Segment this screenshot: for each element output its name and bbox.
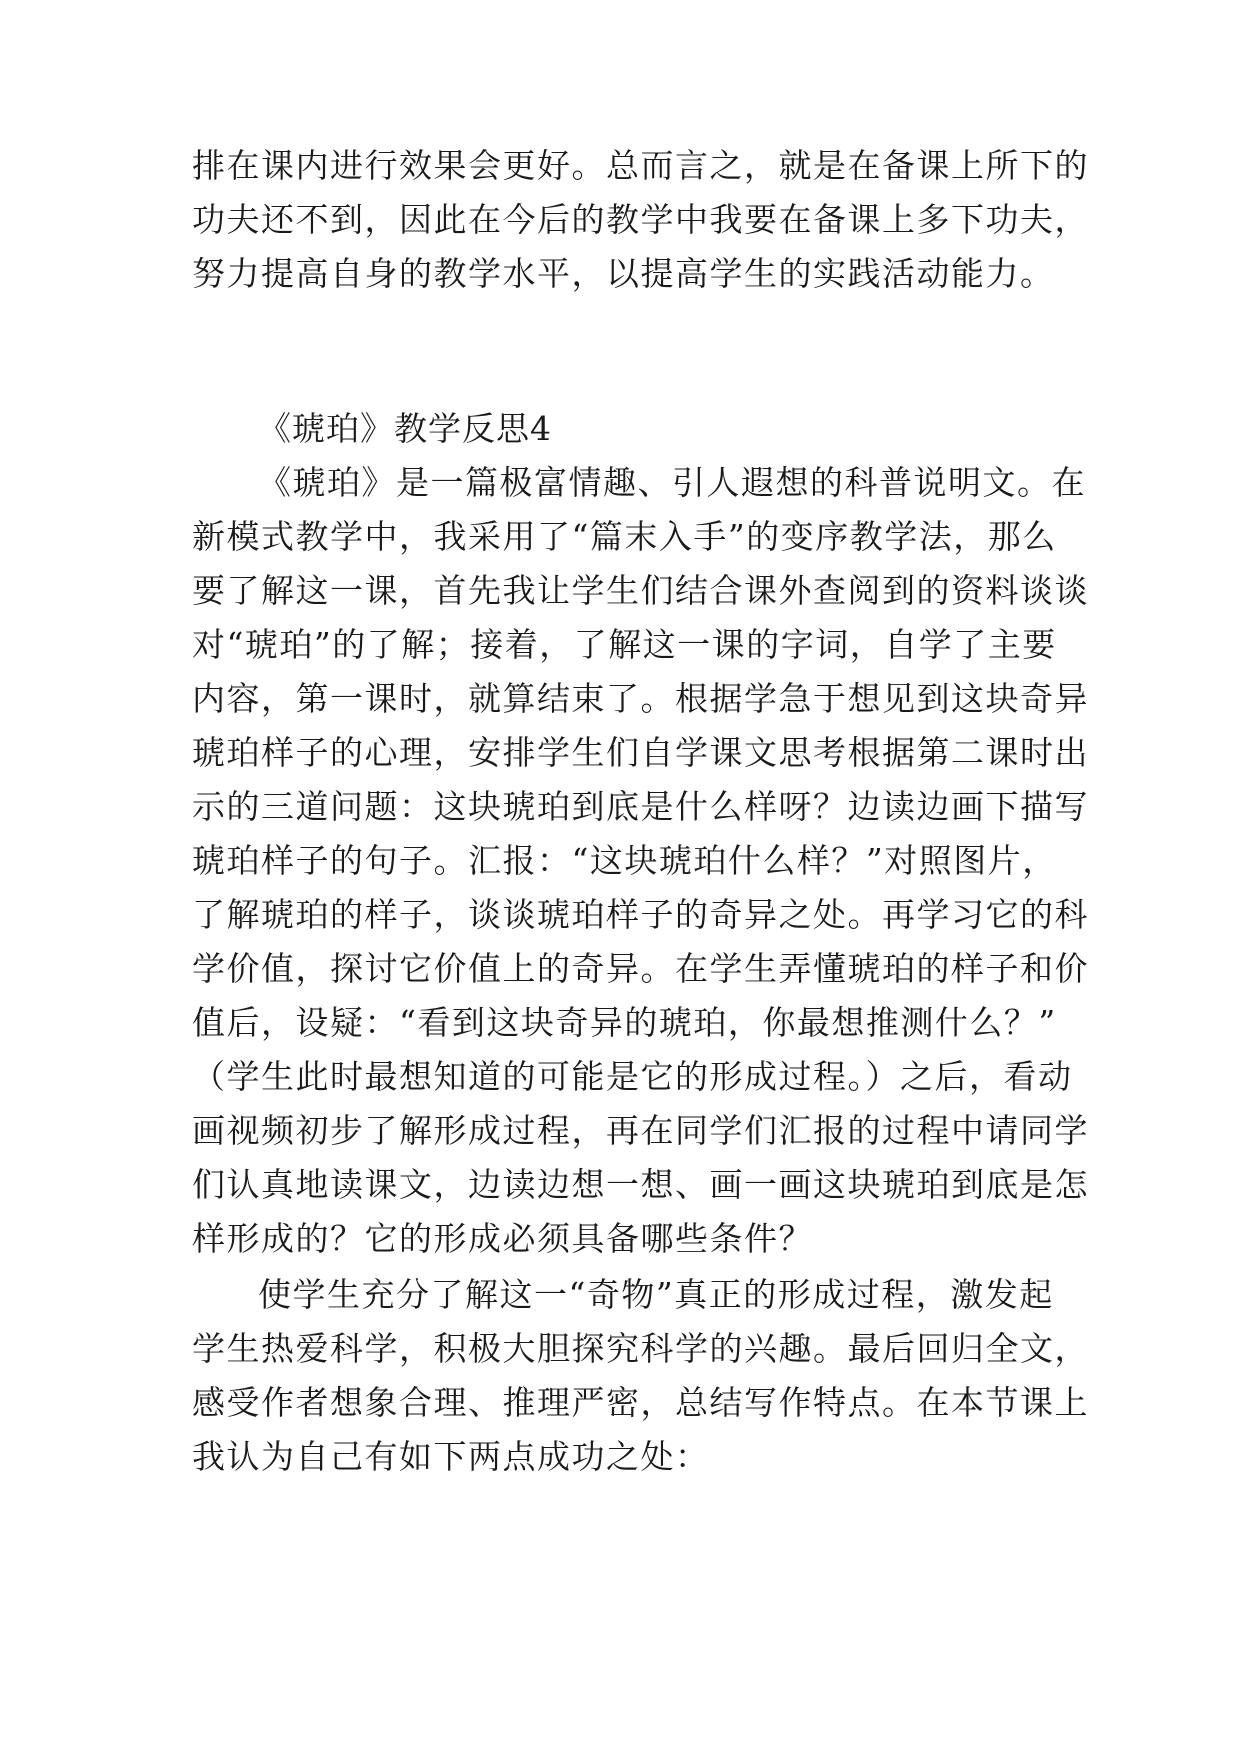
text-line: 琥珀样子的句子。汇报：“这块琥珀什么样？”对照图片， [192,841,1057,880]
text-line: 示的三道问题：这块琥珀到底是什么样呀？边读边画下描写 [192,787,1089,826]
section-heading: 《琥珀》教学反思4 [258,409,552,448]
text-line: 琥珀样子的心理，安排学生们自学课文思考根据第二课时出 [192,733,1089,772]
text-line: 要了解这一课，首先我让学生们结合课外查阅到的资料谈谈 [192,571,1089,610]
text-line: 画视频初步了解形成过程，再在同学们汇报的过程中请同学 [192,1111,1089,1150]
text-line: 感受作者想象合理、推理严密，总结写作特点。在本节课上 [192,1383,1089,1422]
text-line: 内容，第一课时，就算结束了。根据学急于想见到这块奇异 [192,679,1089,718]
text-line: （学生此时最想知道的可能是它的形成过程。）之后，看动 [192,1057,1073,1096]
text-line: 学生热爱科学，积极大胆探究科学的兴趣。最后回归全文， [192,1329,1089,1368]
text-line: 们认真地读课文，边读边想一想、画一画这块琥珀到底是怎 [192,1165,1089,1204]
text-line: 对“琥珀”的了解；接着，了解这一课的字词，自学了主要 [192,625,1057,664]
text-line: 样形成的？它的形成必须具备哪些条件？ [192,1219,813,1258]
text-line: 使学生充分了解这一“奇物”真正的形成过程，激发起 [258,1275,1054,1314]
text-line: 我认为自己有如下两点成功之处： [192,1437,710,1476]
text-line: 功夫还不到，因此在今后的教学中我要在备课上多下功夫， [192,200,1089,239]
text-line: 新模式教学中，我采用了“篇末入手”的变序教学法，那么 [192,517,1057,556]
text-line: 了解琥珀的样子，谈谈琥珀样子的奇异之处。再学习它的科 [192,895,1089,934]
text-line: 排在课内进行效果会更好。总而言之，就是在备课上所下的 [192,146,1089,185]
text-line: 值后，设疑：“看到这块奇异的琥珀，你最想推测什么？” [192,1003,1057,1042]
text-line: 努力提高自身的教学水平，以提高学生的实践活动能力。 [192,254,1055,293]
text-line: 《琥珀》是一篇极富情趣、引人遐想的科普说明文。在 [258,463,1086,502]
text-line: 学价值，探讨它价值上的奇异。在学生弄懂琥珀的样子和价 [192,949,1089,988]
